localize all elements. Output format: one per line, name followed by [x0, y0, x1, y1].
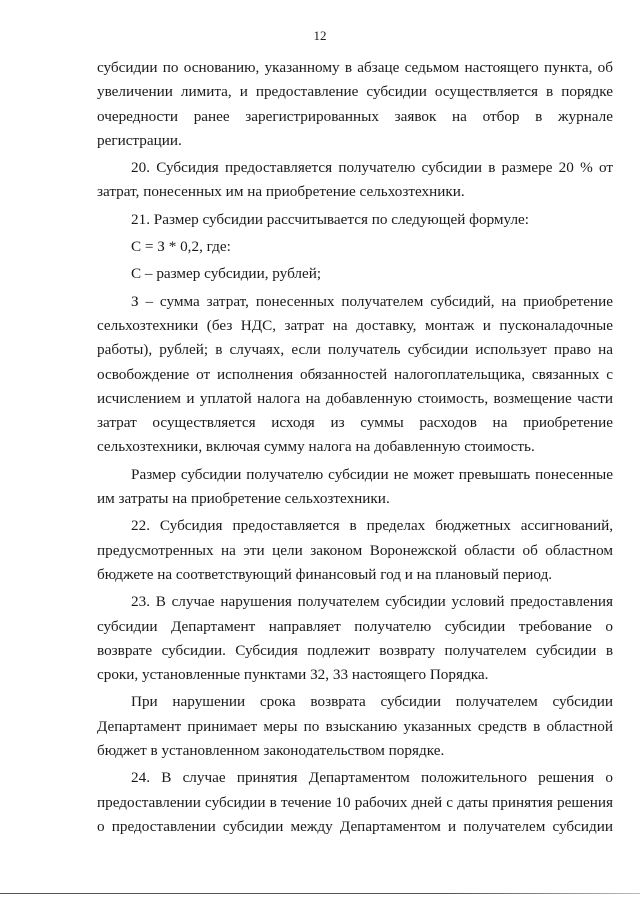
paragraph-21: 21. Размер субсидии рассчитывается по следующей формуле: — [131, 210, 530, 228]
formula-definition-z: З – сумма затрат, понесенных получателем субсидий, на приобретение сельхозтехники (без НДС, затрат на доставку, монтаж и пусконаладочные работы), рублей; в случаях, если получатель субсидии использует право на освобождение от исполнения обязанностей налогоплательщика, связанных с исчислением и уплатой налога на добавленную стоимость, возмещение части затрат осуществляется исходя из суммы расходов на приобретение сельхозтехники, включая сумму налога на добавленную стоимость. — [97, 292, 613, 456]
formula-definition-c: С – размер субсидии, рублей; — [131, 265, 322, 283]
paragraph-subsidy-limit: Размер субсидии получателю субсидии не может превышать понесенные им затраты на приобретение сельхозтехники. — [97, 465, 613, 508]
paragraph-continuation: субсидии по основанию, указанному в абзаце седьмом настоящего пункта, об увеличении лимита, и предоставление субсидии осуществляется в порядке очередности ранее зарегистрированных заявок на отбор в журнале регистрации. — [97, 59, 613, 149]
page-number: 12 — [313, 28, 327, 43]
paragraph-20: 20. Субсидия предоставляется получателю субсидии в размере 20 % от затрат, понесенных им на приобретение сельхозтехники. — [97, 159, 613, 201]
scan-edge-line — [0, 893, 640, 894]
paragraph-24: 24. В случае принятия Департаментом положительного решения о предоставлении субсидии в течение 10 рабочих дней с даты принятия решения о предоставлении субсидии между Департаментом и получателем субсидии — [97, 769, 613, 835]
document-body — [97, 56, 613, 839]
formula: С = З * 0,2, где: — [131, 238, 231, 256]
paragraph-return-violation: При нарушении срока возврата субсидии получателем субсидии Департамент принимает меры по взысканию указанных средств в областной бюджет в установленном законодательством порядке. — [97, 693, 613, 760]
paragraph-22: 22. Субсидия предоставляется в пределах бюджетных ассигнований, предусмотренных на эти цели законом Воронежской области об областном бюджете на соответствующий финансовый год и на плановый период. — [97, 517, 613, 583]
paragraph-23: 23. В случае нарушения получателем субсидии условий предоставления субсидии Департамент направляет получателю субсидии требование о возврате субсидии. Субсидия подлежит возврату получателем субсидии в сроки, установленные пунктами 32, 33 настоящего Порядка. — [97, 593, 613, 684]
